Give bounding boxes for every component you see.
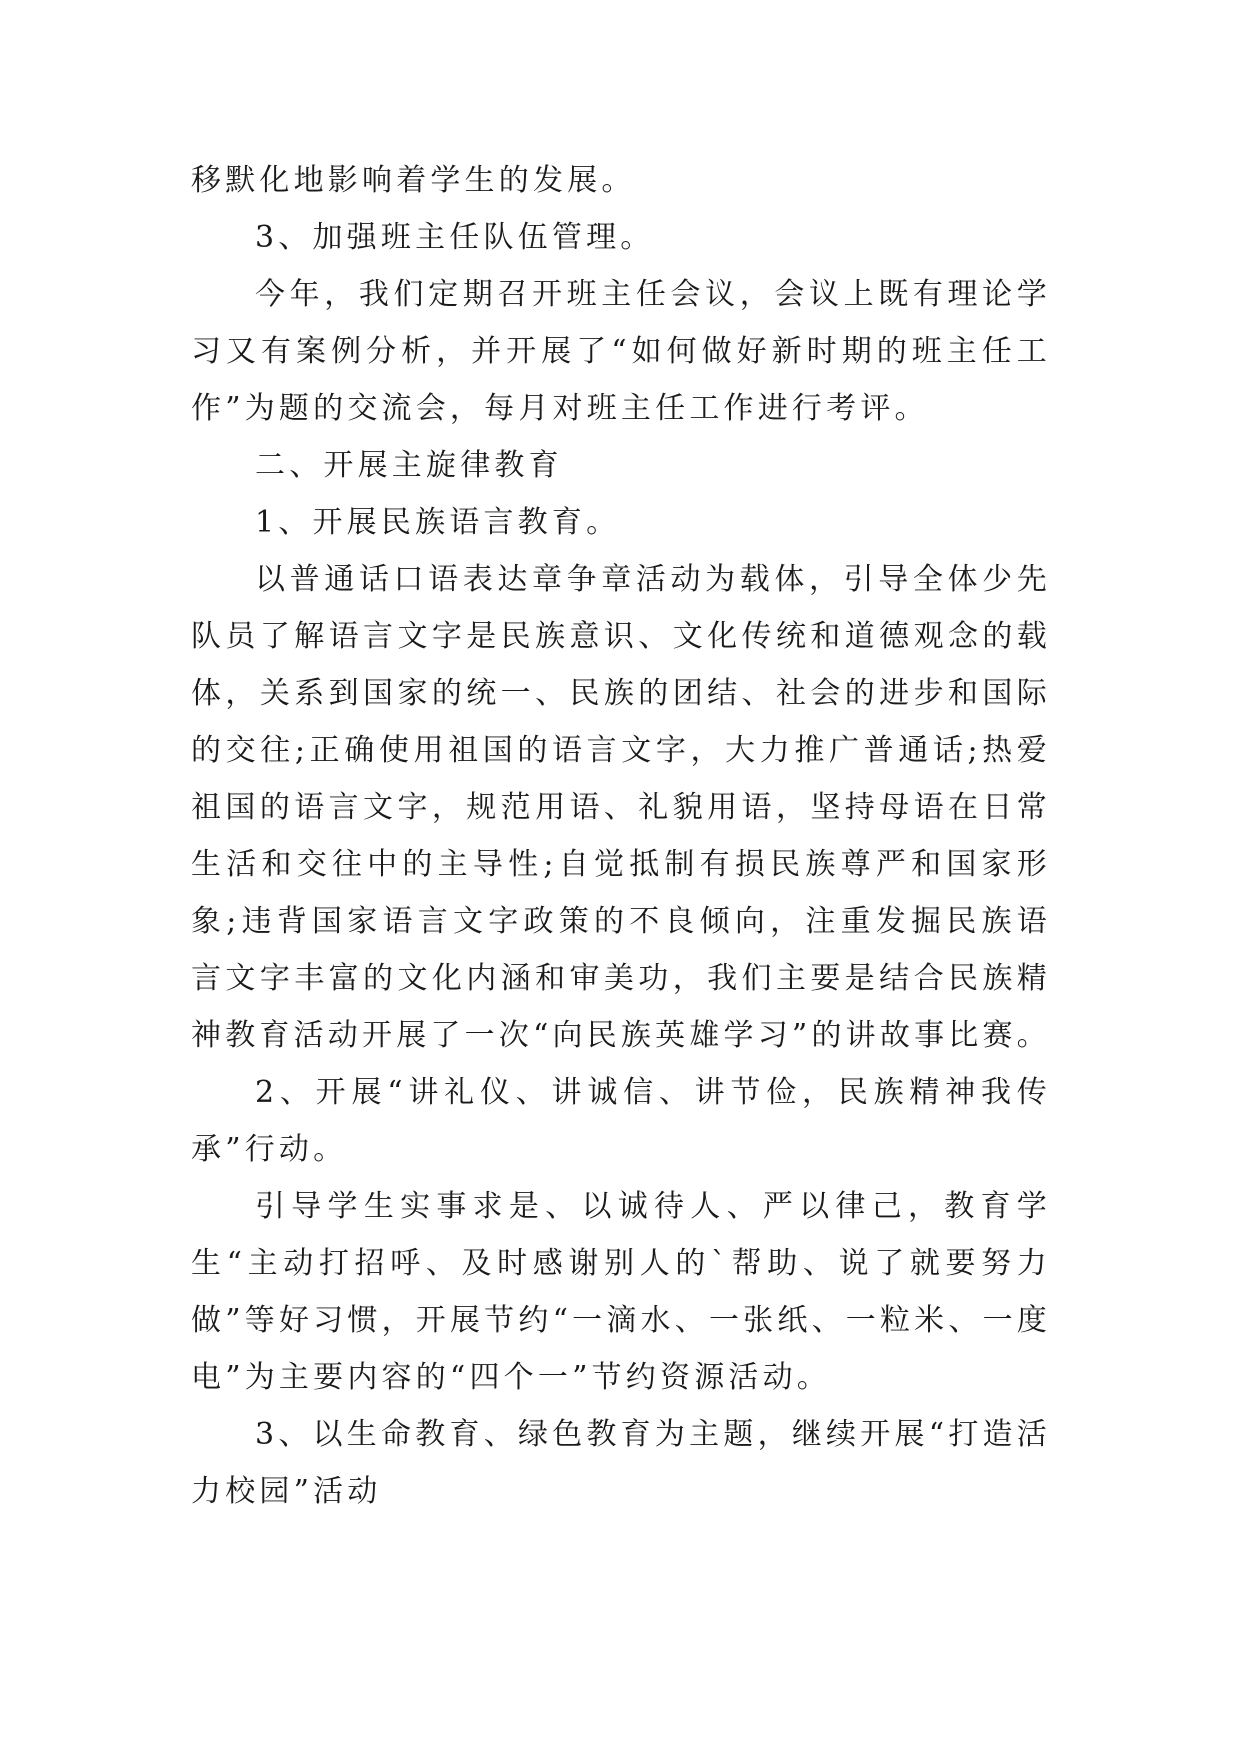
paragraph-continuation: 移默化地影响着学生的发展。: [191, 163, 636, 198]
paragraph-language-education: 以普通话口语表达章争章活动为载体，引导全体少先队员了解语言文字是民族意识、文化传统和道德观念的载体，关系到国家的统一、民族的团结、社会的进步和国际的交往;正确使用祖国的语言文字，大力推广普通话;热爱祖国的语言文字，规范用语、礼貌用语，坚持母语在日常生活和交往中的主导性;自觉抵制有损民族尊严和国家形象;违背国家语言文字政策的不良倾向，注重发掘民族语言文字丰富的文化内涵和审美功，我们主要是结合民族精神教育活动开展了一次“向民族英雄学习”的讲故事比赛。: [191, 562, 1051, 1053]
paragraph-habits: 引导学生实事求是、以诚待人、严以律己，教育学生“主动打招呼、及时感谢别人的`帮助、说了就要努力做”等好习惯，开展节约“一滴水、一张纸、一粒米、一度电”为主要内容的“四个一”节约资源活动。: [191, 1189, 1051, 1395]
paragraph-meetings: 今年，我们定期召开班主任会议，会议上既有理论学习又有案例分析，并开展了“如何做好新时期的班主任工作”为题的交流会，每月对班主任工作进行考评。: [191, 277, 1051, 426]
paragraph-heading-2: 2、开展“讲礼仪、讲诚信、讲节俭，民族精神我传承”行动。: [191, 1075, 1051, 1167]
paragraph-heading-3b: 3、以生命教育、绿色教育为主题，继续开展“打造活力校园”活动: [191, 1417, 1051, 1509]
section-heading-2: 二、开展主旋律教育: [255, 448, 563, 483]
document-body: [191, 152, 1051, 1520]
paragraph-heading-3: 3、加强班主任队伍管理。: [255, 220, 655, 255]
paragraph-heading-1: 1、开展民族语言教育。: [255, 505, 621, 540]
